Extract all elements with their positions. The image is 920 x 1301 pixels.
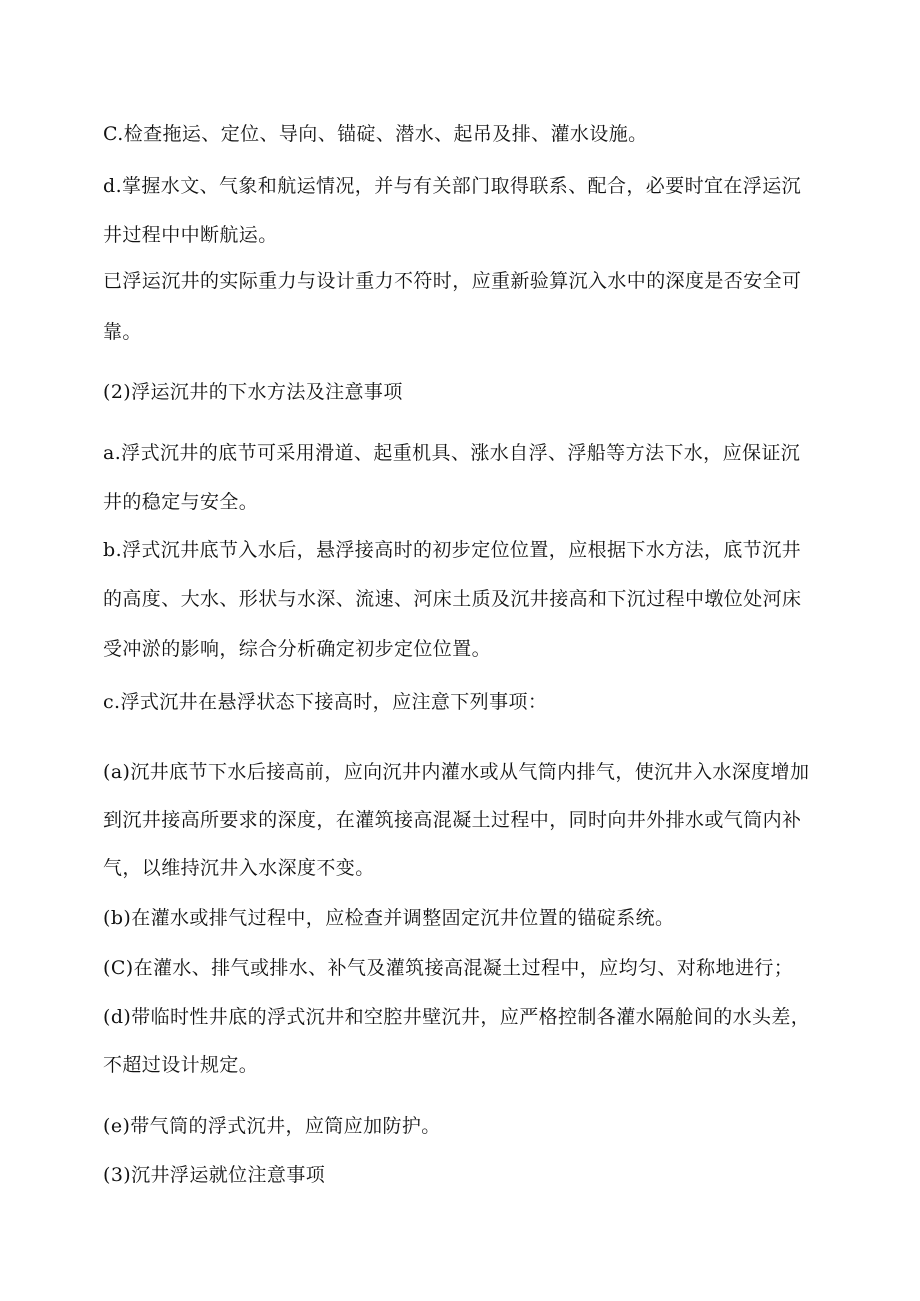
text-line: (C)在灌水、排气或排水、补气及灌筑接高混凝土过程中，应均匀、对称地进行； [103,957,794,979]
section-heading: (2)浮运沉井的下水方法及注意事项 [103,381,403,403]
text-line: c.浮式沉井在悬浮状态下接高时，应注意下列事项： [103,691,548,713]
text-line: (e)带气筒的浮式沉井，应筒应加防护。 [103,1115,441,1137]
text-line: 井过程中中断航运。 [103,224,278,246]
text-line: 不超过设计规定。 [103,1054,259,1076]
text-line: a.浮式沉井的底节可采用滑道、起重机具、涨水自浮、浮船等方法下水，应保证沉 [103,442,801,464]
text-line: 气，以维持沉井入水深度不变。 [103,857,375,879]
text-line: d.掌握水文、气象和航运情况，并与有关部门取得联系、配合，必要时宜在浮运沉 [103,175,802,197]
text-line: 的高度、大水、形状与水深、流速、河床土质及沉井接高和下沉过程中墩位处河床 [103,588,802,610]
text-line: 已浮运沉井的实际重力与设计重力不符时，应重新验算沉入水中的深度是否安全可 [103,270,802,292]
text-line: 受冲淤的影响，综合分析确定初步定位位置。 [103,638,492,660]
text-line: (b)在灌水或排气过程中，应检查并调整固定沉井位置的锚碇系统。 [103,907,675,929]
text-line: (a)沉井底节下水后接高前，应向沉井内灌水或从气筒内排气，使沉井入水深度增加 [103,761,810,783]
text-line: (d)带临时性井底的浮式沉井和空腔井壁沉井，应严格控制各灌水隔舱间的水头差， [103,1006,811,1028]
text-line: 井的稳定与安全。 [103,491,259,513]
text-line: C.检查拖运、定位、导向、锚碇、潜水、起吊及排、灌水设施。 [103,123,648,145]
text-line: 到沉井接高所要求的深度，在灌筑接高混凝土过程中，同时向井外排水或气筒内补 [103,809,802,831]
section-heading: (3)沉井浮运就位注意事项 [103,1164,326,1186]
text-line: 靠。 [103,321,142,343]
text-line: b.浮式沉井底节入水后，悬浮接高时的初步定位位置，应根据下水方法，底节沉井 [103,539,802,561]
